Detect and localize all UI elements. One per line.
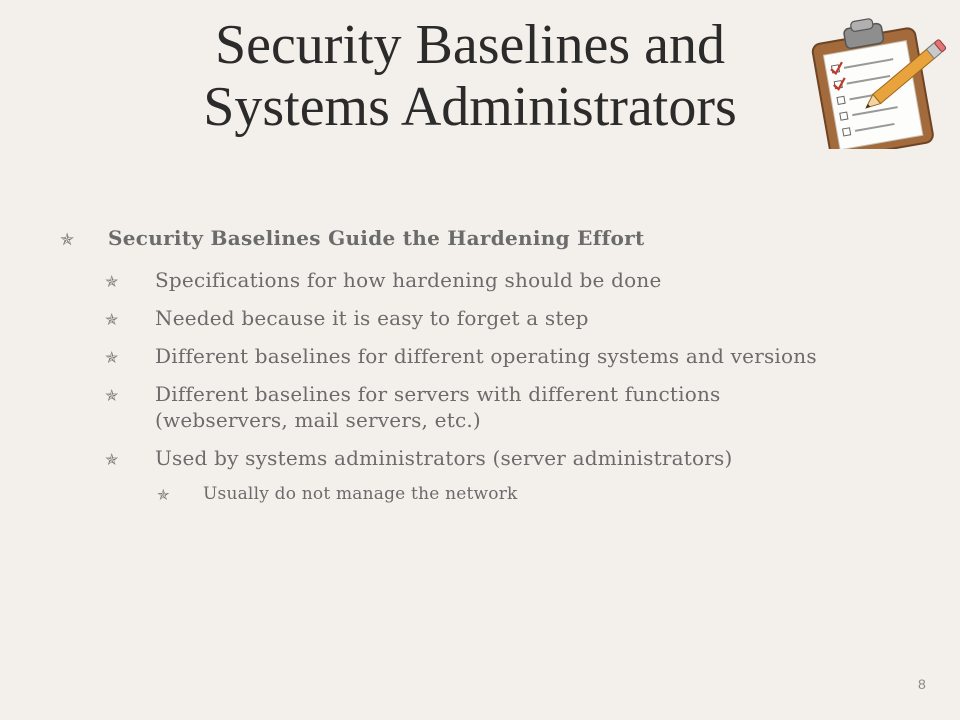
bullet-text: Different baselines for different operating systems and versions (155, 344, 817, 368)
bullet-list (60, 225, 940, 515)
bullet-item-level2 (105, 445, 940, 471)
title-line-2: Systems Administrators (203, 76, 737, 138)
bullet-item-level3 (157, 483, 940, 505)
star-bullet-icon: ✯ (60, 230, 75, 250)
star-bullet-icon: ✯ (105, 272, 119, 291)
slide-title (120, 14, 820, 138)
bullet-item-level2 (105, 267, 940, 293)
bullet-text: Used by systems administrators (server administrators) (155, 446, 733, 470)
star-bullet-icon: ✯ (105, 348, 119, 367)
bullet-text: Security Baselines Guide the Hardening Effort (108, 226, 645, 250)
bullet-text-line-2: (webservers, mail servers, etc.) (155, 408, 481, 432)
bullet-item-level2 (105, 305, 940, 331)
bullet-item-level2 (105, 381, 940, 433)
bullet-text: Specifications for how hardening should be done (155, 268, 662, 292)
bullet-text-line-1: Different baselines for servers with different functions (155, 382, 721, 406)
star-bullet-icon: ✯ (105, 386, 119, 405)
bullet-text: Usually do not manage the network (203, 484, 518, 504)
star-bullet-icon: ✯ (105, 450, 119, 469)
page-number: 8 (918, 676, 926, 692)
bullet-item-level1 (60, 225, 940, 251)
clipboard-checklist-icon (788, 14, 953, 149)
star-bullet-icon: ✯ (157, 486, 170, 504)
star-bullet-icon: ✯ (105, 310, 119, 329)
title-line-1: Security Baselines and (214, 14, 726, 76)
bullet-text: Needed because it is easy to forget a step (155, 306, 589, 330)
bullet-item-level2 (105, 343, 940, 369)
